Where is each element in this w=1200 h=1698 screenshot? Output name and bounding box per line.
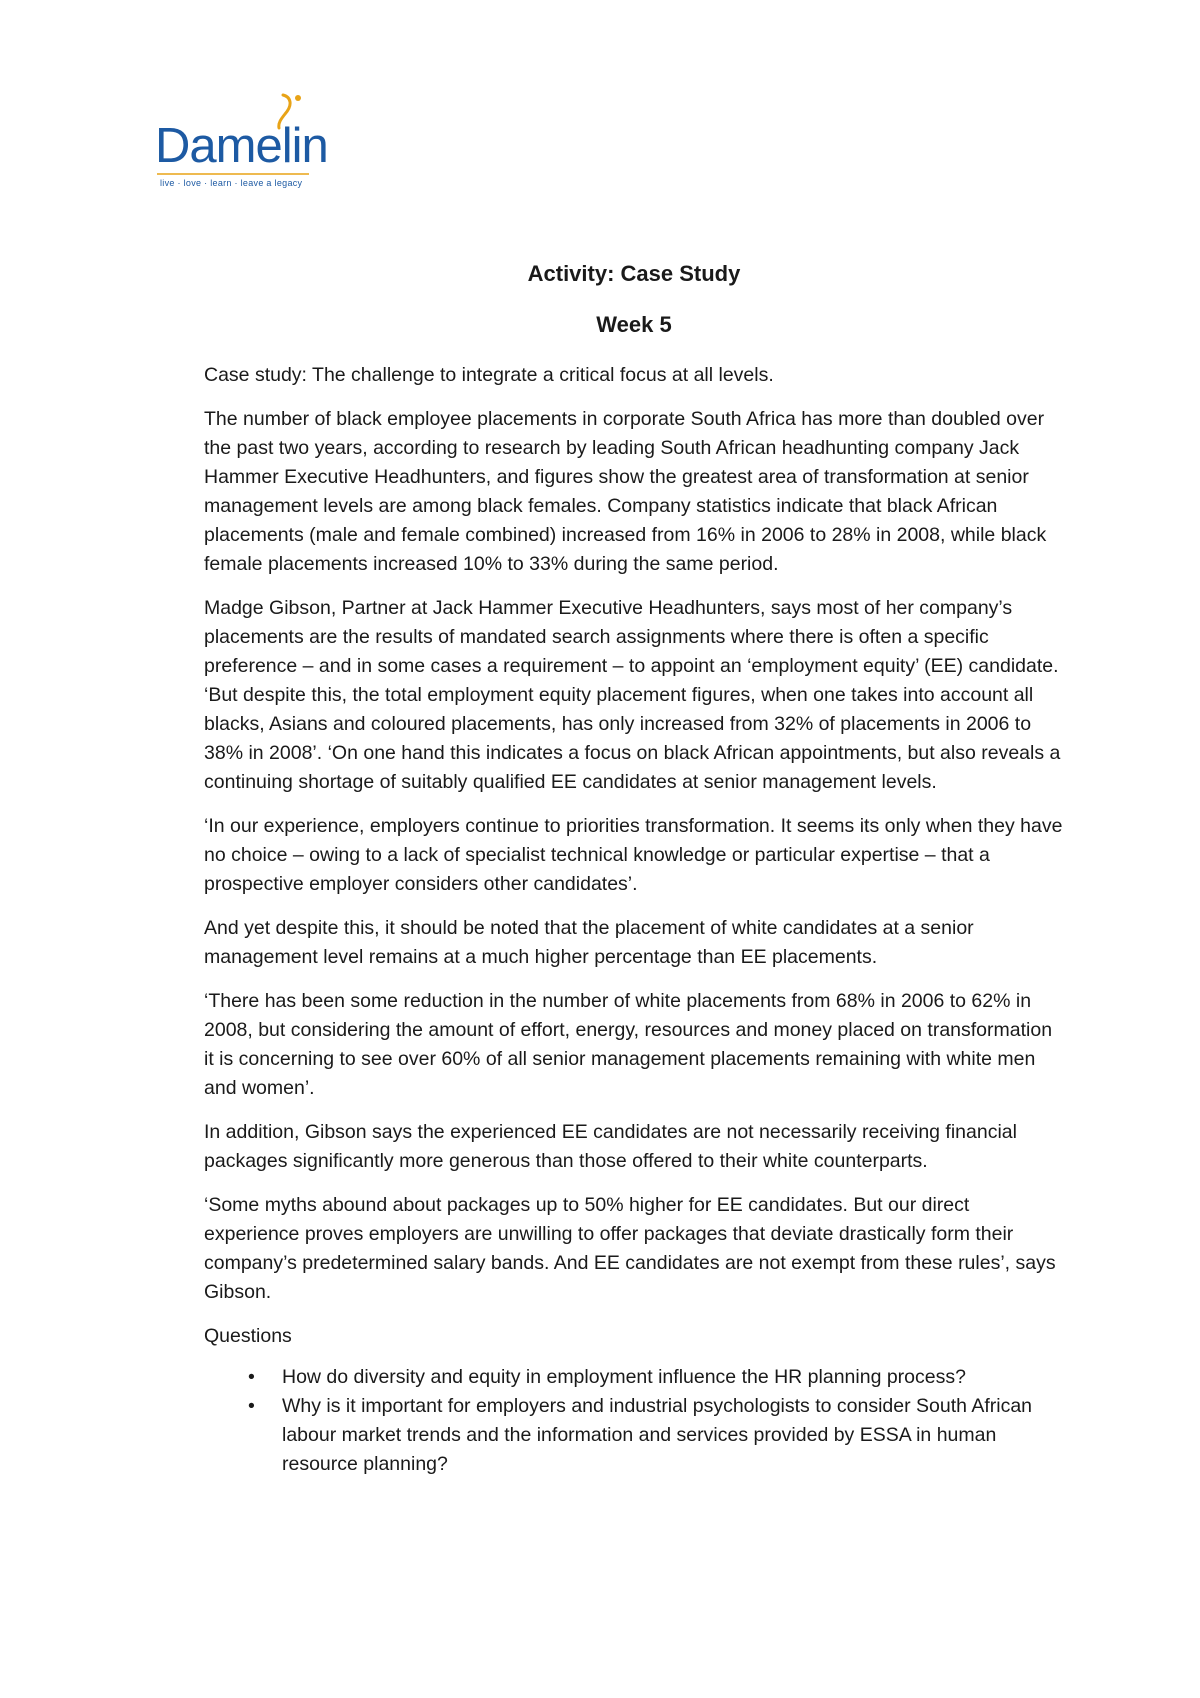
damelin-logo: [155, 92, 355, 192]
questions-list: [204, 1363, 1064, 1479]
questions-heading: Questions: [204, 1325, 292, 1347]
paragraph-placements: The number of black employee placements in corporate South Africa has more than doubled over the past two years, according to research by leading South African headhunting company Jack Hammer Executive Headhunters, and figures show the greatest area of transformation at senior management levels are among black females. Company statistics indicate that black African placements (male and female combined) increased from 16% in 2006 to 28% in 2008, while black female placements increased 10% to 33% during the same period.: [204, 408, 1047, 575]
question-item: [204, 1392, 1064, 1479]
paragraph-white-candidates: And yet despite this, it should be noted that the placement of white candidates at a senior management level remains at a much higher percentage than EE placements.: [204, 917, 974, 968]
document-body: [204, 258, 1064, 1479]
question-text: Why is it important for employers and industrial psychologists to consider South African labour market trends and the information and services provided by ESSA in human resource planning?: [282, 1395, 1033, 1475]
case-study-heading: Case study: The challenge to integrate a critical focus at all levels.: [204, 364, 774, 386]
bullet-icon: •: [248, 1395, 255, 1417]
page-subtitle: Week 5: [596, 312, 672, 337]
page-title: Activity: Case Study: [527, 261, 741, 286]
logo-wordmark: Damelin: [155, 119, 328, 173]
paragraph-packages: In addition, Gibson says the experienced EE candidates are not necessarily receiving financial packages significantly more generous than those offered to their white counterparts.: [204, 1121, 1017, 1172]
bullet-icon: •: [248, 1366, 255, 1388]
paragraph-gibson: Madge Gibson, Partner at Jack Hammer Executive Headhunters, says most of her company’s placements are the results of mandated search assignments where there is often a specific preference – and in some cases a requirement – to appoint an ‘employment equity’ (EE) candidate. ‘But despite this, the total employment equity placement figures, when one takes into account all blacks, Asians and coloured placements, has only increased from 32% of placements in 2006 to 38% in 2008’. ‘On one hand this indicates a focus on black African appointments, but also reveals a continuing shortage of suitably qualified EE candidates at senior management levels.: [204, 597, 1061, 793]
question-text: How do diversity and equity in employment influence the HR planning process?: [282, 1366, 966, 1388]
paragraph-experience: ‘In our experience, employers continue to priorities transformation. It seems its only when they have no choice – owing to a lack of specialist technical knowledge or particular expertise – that a prospective employer considers other candidates’.: [204, 815, 1063, 895]
logo-tagline: live · love · learn · leave a legacy: [160, 178, 303, 188]
question-item: [204, 1363, 1064, 1392]
paragraph-reduction: ‘There has been some reduction in the number of white placements from 68% in 2006 to 62% in 2008, but considering the amount of effort, energy, resources and money placed on transformation it is concerning to see over 60% of all senior management placements remaining with white men and women’.: [204, 990, 1053, 1099]
paragraph-myths: ‘Some myths abound about packages up to 50% higher for EE candidates. But our direct experience proves employers are unwilling to offer packages that deviate drastically form their company’s predetermined salary bands. And EE candidates are not exempt from these rules’, says Gibson.: [204, 1194, 1056, 1303]
logo-dot-icon: [295, 95, 301, 101]
